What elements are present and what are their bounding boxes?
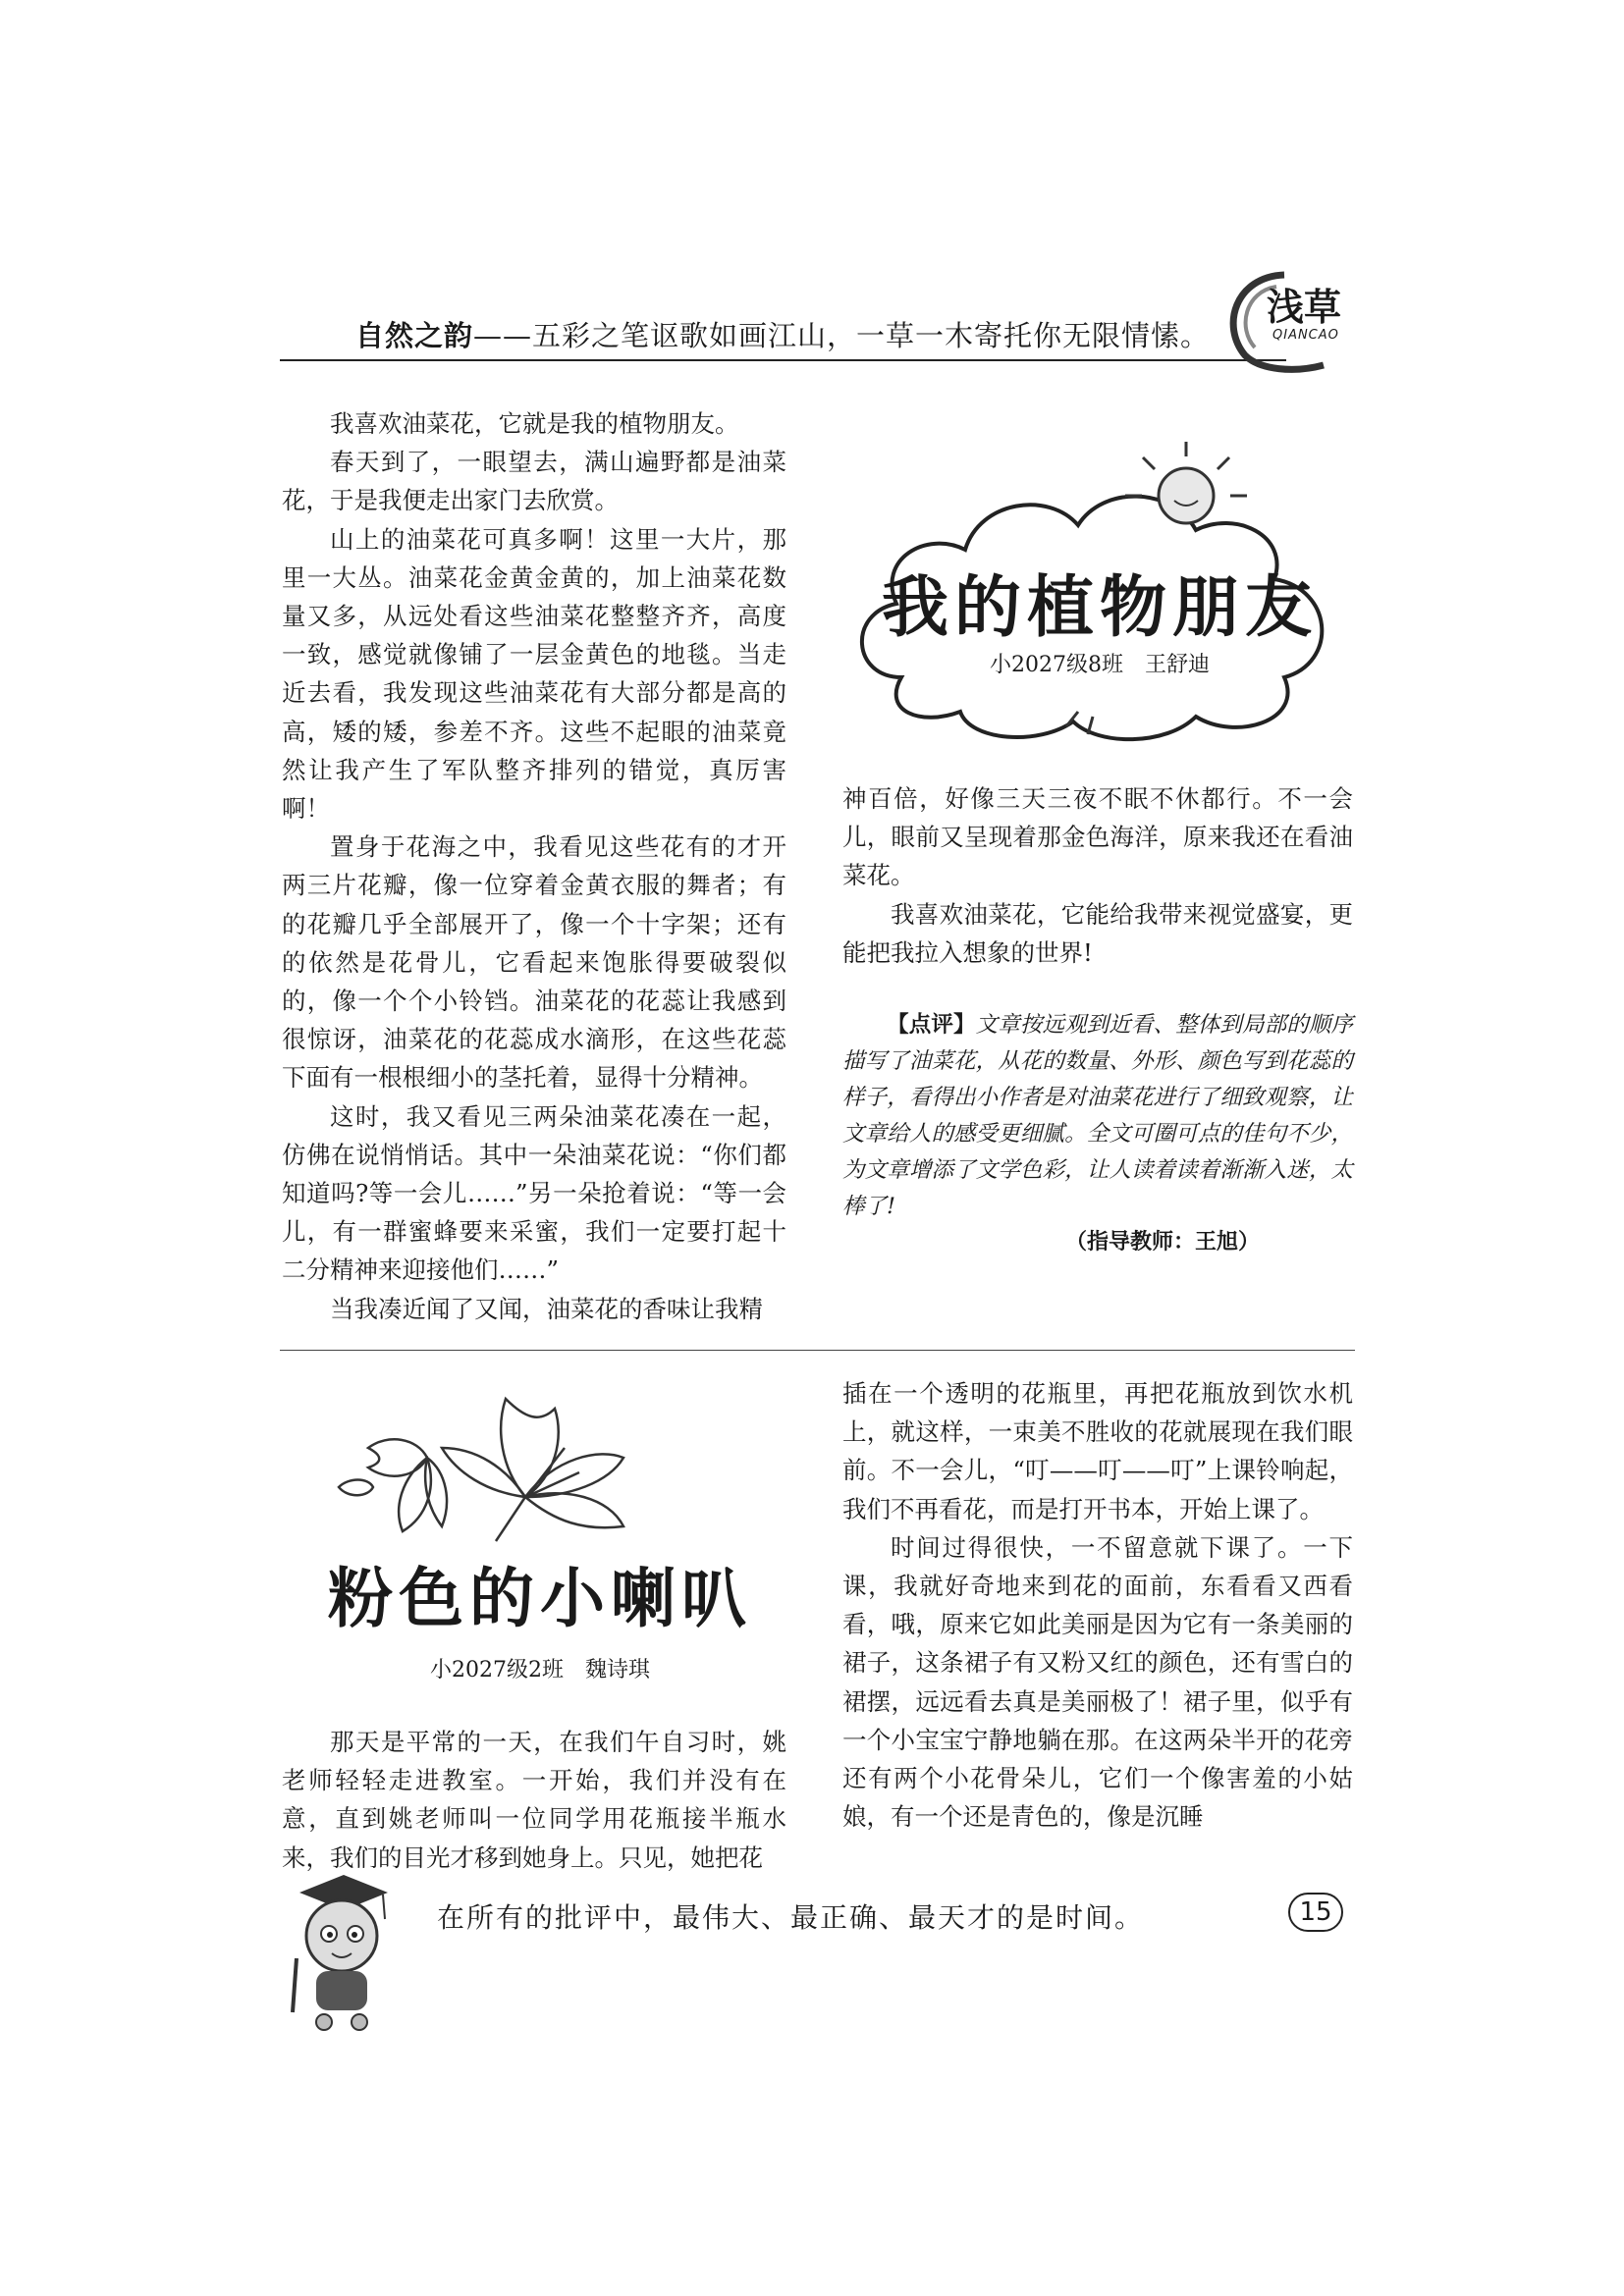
header-highlight: 自然之韵 — [355, 319, 474, 352]
article1-title: 我的植物朋友 — [881, 569, 1318, 647]
paragraph: 插在一个透明的花瓶里，再把花瓶放到饮水机上，就这样，一束美不胜收的花就展现在我们眼前。不一会儿，“叮——叮——叮”上课铃响起，我们不再看花，而是打开书本，开始上课了。 — [842, 1379, 1353, 1523]
paragraph: 山上的油菜花可真多啊！这里一大片，那里一大丛。油菜花金黄金黄的，加上油菜花数量又多，从远处看这些油菜花整整齐齐，高度一致，感觉就像铺了一层金黄色的地毯。当走近去看，我发现这些油菜花有大部分都是高的高，矮的矮，参差不齐。这些不起眼的油菜竟然让我产生了军队整齐排列的错觉，真厉害啊！ — [282, 524, 786, 824]
header-rule — [280, 359, 1286, 361]
review-label: 【点评】 — [887, 1012, 976, 1038]
paragraph: 时间过得很快，一不留意就下课了。一下课，我就好奇地来到花的面前，东看看又西看看，哦，原来它如此美丽是因为它有一条美丽的裙子，这条裙子有又粉又红的颜色，还有雪白的裙摆，远远看去真是美丽极了！裙子里，似乎有一个小宝宝宁静地躺在那。在这两朵半开的花旁还有两个小花骨朵儿，它们一个像害羞的小姑娘，有一个还是青色的，像是沉睡 — [842, 1532, 1353, 1832]
paragraph: 当我凑近闻了又闻，油菜花的香味让我精 — [330, 1294, 763, 1323]
paragraph: 神百倍，好像三天三夜不眠不休都行。不一会儿，眼前又呈现着那金色海洋，原来我还在看油菜花。 — [842, 784, 1353, 890]
lily-illustration — [329, 1379, 643, 1546]
article1-byline: 小2027级8班 王舒迪 — [990, 653, 1210, 677]
article1-left-column — [282, 404, 786, 1328]
article2-left-column — [282, 1723, 786, 1877]
footer-quote: 在所有的批评中，最伟大、最正确、最天才的是时间。 — [437, 1901, 1145, 1934]
sun-icon — [1159, 468, 1214, 523]
paragraph: 春天到了，一眼望去，满山遍野都是油菜花，于是我便走出家门去欣赏。 — [282, 448, 786, 515]
teacher-credit: （指导教师：王旭） — [1065, 1230, 1261, 1255]
header-tagline: ——五彩之笔讴歌如画江山，一草一木寄托你无限情愫。 — [473, 319, 1211, 352]
article2-right-column — [842, 1374, 1353, 1836]
review-text: 文章按远观到近看、整体到局部的顺序描写了油菜花，从花的数量、外形、颜色写到花蕊的样子，看得出小作者是对油菜花进行了细致观察，让文章给人的感受更细腻。全文可圈可点的佳句不少，为文章增添了文学色彩，让人读着读着渐渐入迷，太棒了! — [842, 1012, 1353, 1219]
paragraph: 我喜欢油菜花，它能给我带来视觉盛宴，更能把我拉入想象的世界! — [842, 899, 1353, 967]
logo-subtext: QIANCAO — [1272, 328, 1339, 343]
paragraph: 置身于花海之中，我看见这些花有的才开两三片花瓣，像一位穿着金黄衣服的舞者；有的花瓣几乎全部展开了，像一个十字架；还有的依然是花骨儿，它看起来饱胀得要破裂似的，像一个个小铃铛。油菜花的花蕊让我感到很惊讶，油菜花的花蕊成水滴形，在这些花蕊下面有一根根细小的茎托着，显得十分精神。 — [282, 832, 786, 1093]
review-box — [842, 1007, 1353, 1225]
section-divider — [280, 1350, 1355, 1351]
paragraph: 我喜欢油菜花，它就是我的植物朋友。 — [330, 409, 739, 438]
article2-title: 粉色的小喇叭 — [328, 1561, 752, 1636]
article1-right-column — [842, 779, 1353, 972]
graduate-mascot-icon — [275, 1865, 403, 2032]
paragraph: 这时，我又看见三两朵油菜花凑在一起，仿佛在说悄悄话。其中一朵油菜花说：“你们都知道吗?等一会儿……”另一朵抢着说：“等一会儿，有一群蜜蜂要来采蜜，我们一定要打起十二分精神来迎接他们……” — [282, 1101, 786, 1285]
magazine-logo — [1216, 267, 1363, 375]
page-number: 15 — [1288, 1893, 1343, 1932]
logo-text: 浅草 — [1267, 286, 1342, 329]
paragraph: 那天是平常的一天，在我们午自习时，姚老师轻轻走进教室。一开始，我们并没有在意，直到姚老师叫一位同学用花瓶接半瓶水来，我们的目光才移到她身上。只见，她把花 — [282, 1728, 786, 1872]
running-header — [355, 314, 1269, 357]
article2-byline: 小2027级2班 魏诗琪 — [430, 1658, 650, 1682]
